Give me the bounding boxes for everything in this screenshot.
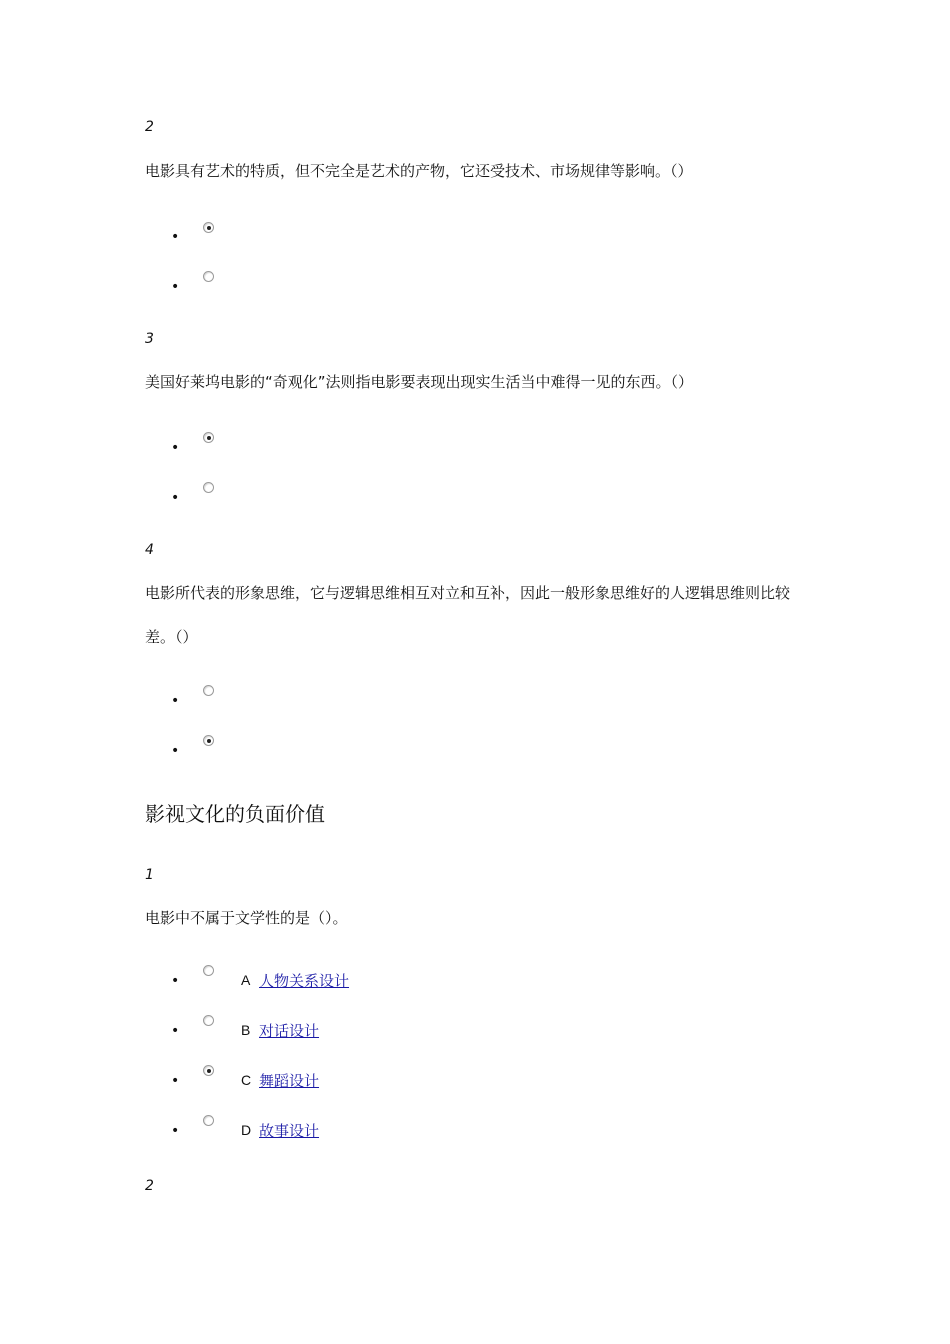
list-bullet: • xyxy=(171,229,180,245)
option-link-c[interactable]: 舞蹈设计 xyxy=(259,1072,320,1090)
question-text: 电影所代表的形象思维，它与逻辑思维相互对立和互补，因此一般形象思维好的人逻辑思维则比较差。（） xyxy=(145,584,791,646)
question-text: 电影具有艺术的特质，但不完全是艺术的产物，它还受技术、市场规律等影响。（） xyxy=(145,162,693,180)
list-bullet: • xyxy=(171,490,180,506)
radio-option-c[interactable] xyxy=(203,1065,214,1076)
question-text: 电影中不属于文学性的是（）。 xyxy=(145,909,348,927)
question-text: 美国好莱坞电影的“奇观化”法则指电影要表现出现实生活当中难得一见的东西。（） xyxy=(145,373,694,391)
option-letter: B xyxy=(241,1022,251,1038)
radio-false[interactable] xyxy=(203,735,214,746)
radio-true[interactable] xyxy=(203,685,214,696)
list-bullet: • xyxy=(171,279,180,295)
option-letter: A xyxy=(241,972,251,988)
list-bullet: • xyxy=(171,1023,180,1039)
option-link-d[interactable]: 故事设计 xyxy=(259,1122,320,1140)
option-letter: D xyxy=(241,1122,252,1138)
section-title: 影视文化的负面价值 xyxy=(145,802,325,826)
radio-option-d[interactable] xyxy=(203,1115,214,1126)
option-letter: C xyxy=(241,1072,252,1088)
list-bullet: • xyxy=(171,1123,180,1139)
radio-false[interactable] xyxy=(203,271,214,282)
list-bullet: • xyxy=(171,693,180,709)
question-number: 2 xyxy=(145,119,154,135)
list-bullet: • xyxy=(171,1073,180,1089)
option-link-b[interactable]: 对话设计 xyxy=(259,1022,320,1040)
question-number: 4 xyxy=(145,542,154,558)
question-number: 1 xyxy=(145,867,154,883)
option-link-a[interactable]: 人物关系设计 xyxy=(259,972,350,990)
radio-option-b[interactable] xyxy=(203,1015,214,1026)
question-number: 3 xyxy=(145,331,154,347)
radio-true[interactable] xyxy=(203,432,214,443)
radio-option-a[interactable] xyxy=(203,965,214,976)
question-number: 2 xyxy=(145,1178,154,1194)
radio-false[interactable] xyxy=(203,482,214,493)
list-bullet: • xyxy=(171,440,180,456)
list-bullet: • xyxy=(171,743,180,759)
radio-true[interactable] xyxy=(203,222,214,233)
list-bullet: • xyxy=(171,973,180,989)
